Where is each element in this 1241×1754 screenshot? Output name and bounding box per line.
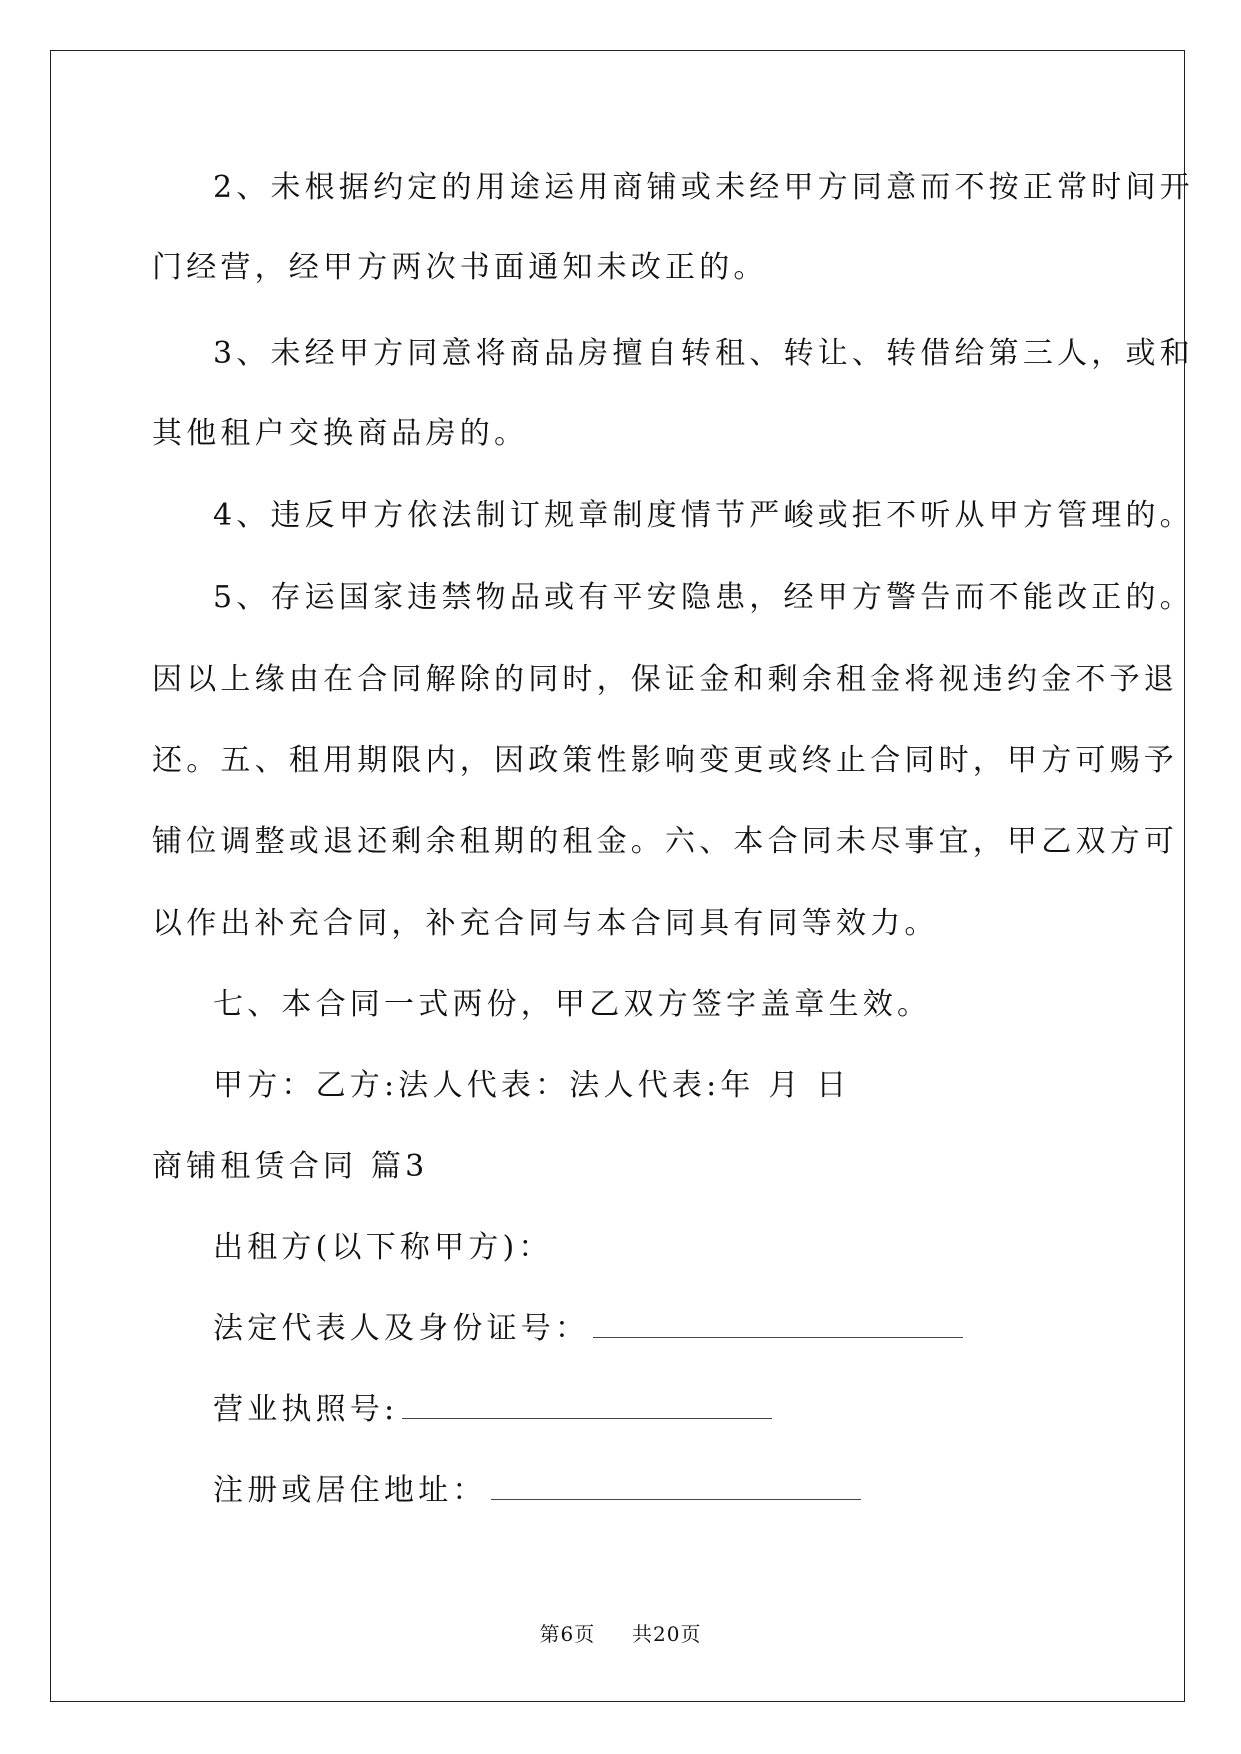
section-heading: 商铺租赁合同 篇3 xyxy=(152,1149,429,1184)
paragraph-line: 2、未根据约定的用途运用商铺或未经甲方同意而不按正常时间开 xyxy=(213,170,1194,205)
field-label: 法定代表人及身份证号： xyxy=(213,1311,590,1346)
paragraph-line: 4、违反甲方依法制订规章制度情节严峻或拒不听从甲方管理的。 xyxy=(213,498,1194,533)
paragraph-line: 七、本合同一式两份，甲乙双方签字盖章生效。 xyxy=(213,987,932,1022)
paragraph-line: 5、存运国家违禁物品或有平安隐患，经甲方警告而不能改正的。 xyxy=(213,580,1194,615)
page-total: 共20页 xyxy=(632,1622,702,1646)
blank-underline xyxy=(402,1392,772,1419)
signature-line: 甲方：乙方:法人代表：法人代表:年 月 日 xyxy=(213,1068,851,1103)
page-footer xyxy=(0,1618,1241,1647)
field-legal-rep xyxy=(213,1311,963,1347)
page-number: 第6页 xyxy=(539,1622,596,1646)
blank-underline xyxy=(593,1311,963,1338)
paragraph-line: 门经营，经甲方两次书面通知未改正的。 xyxy=(152,250,768,285)
field-license xyxy=(213,1392,772,1428)
field-label-lessor: 出租方(以下称甲方)： xyxy=(213,1230,553,1265)
field-label: 营业执照号: xyxy=(213,1392,399,1427)
blank-underline xyxy=(491,1473,861,1500)
page-border xyxy=(50,50,1185,1702)
paragraph-line: 以作出补充合同，补充合同与本合同具有同等效力。 xyxy=(152,906,939,941)
paragraph-line: 3、未经甲方同意将商品房擅自转租、转让、转借给第三人，或和 xyxy=(213,336,1194,371)
paragraph-line: 因以上缘由在合同解除的同时，保证金和剩余租金将视违约金不予退 xyxy=(152,662,1178,697)
paragraph-line: 其他租户交换商品房的。 xyxy=(152,416,529,451)
field-label: 注册或居住地址： xyxy=(213,1473,487,1508)
paragraph-line: 还。五、租用期限内，因政策性影响变更或终止合同时，甲方可赐予 xyxy=(152,743,1178,778)
field-address xyxy=(213,1473,861,1509)
paragraph-line: 铺位调整或退还剩余租期的租金。六、本合同未尽事宜，甲乙双方可 xyxy=(152,824,1178,859)
